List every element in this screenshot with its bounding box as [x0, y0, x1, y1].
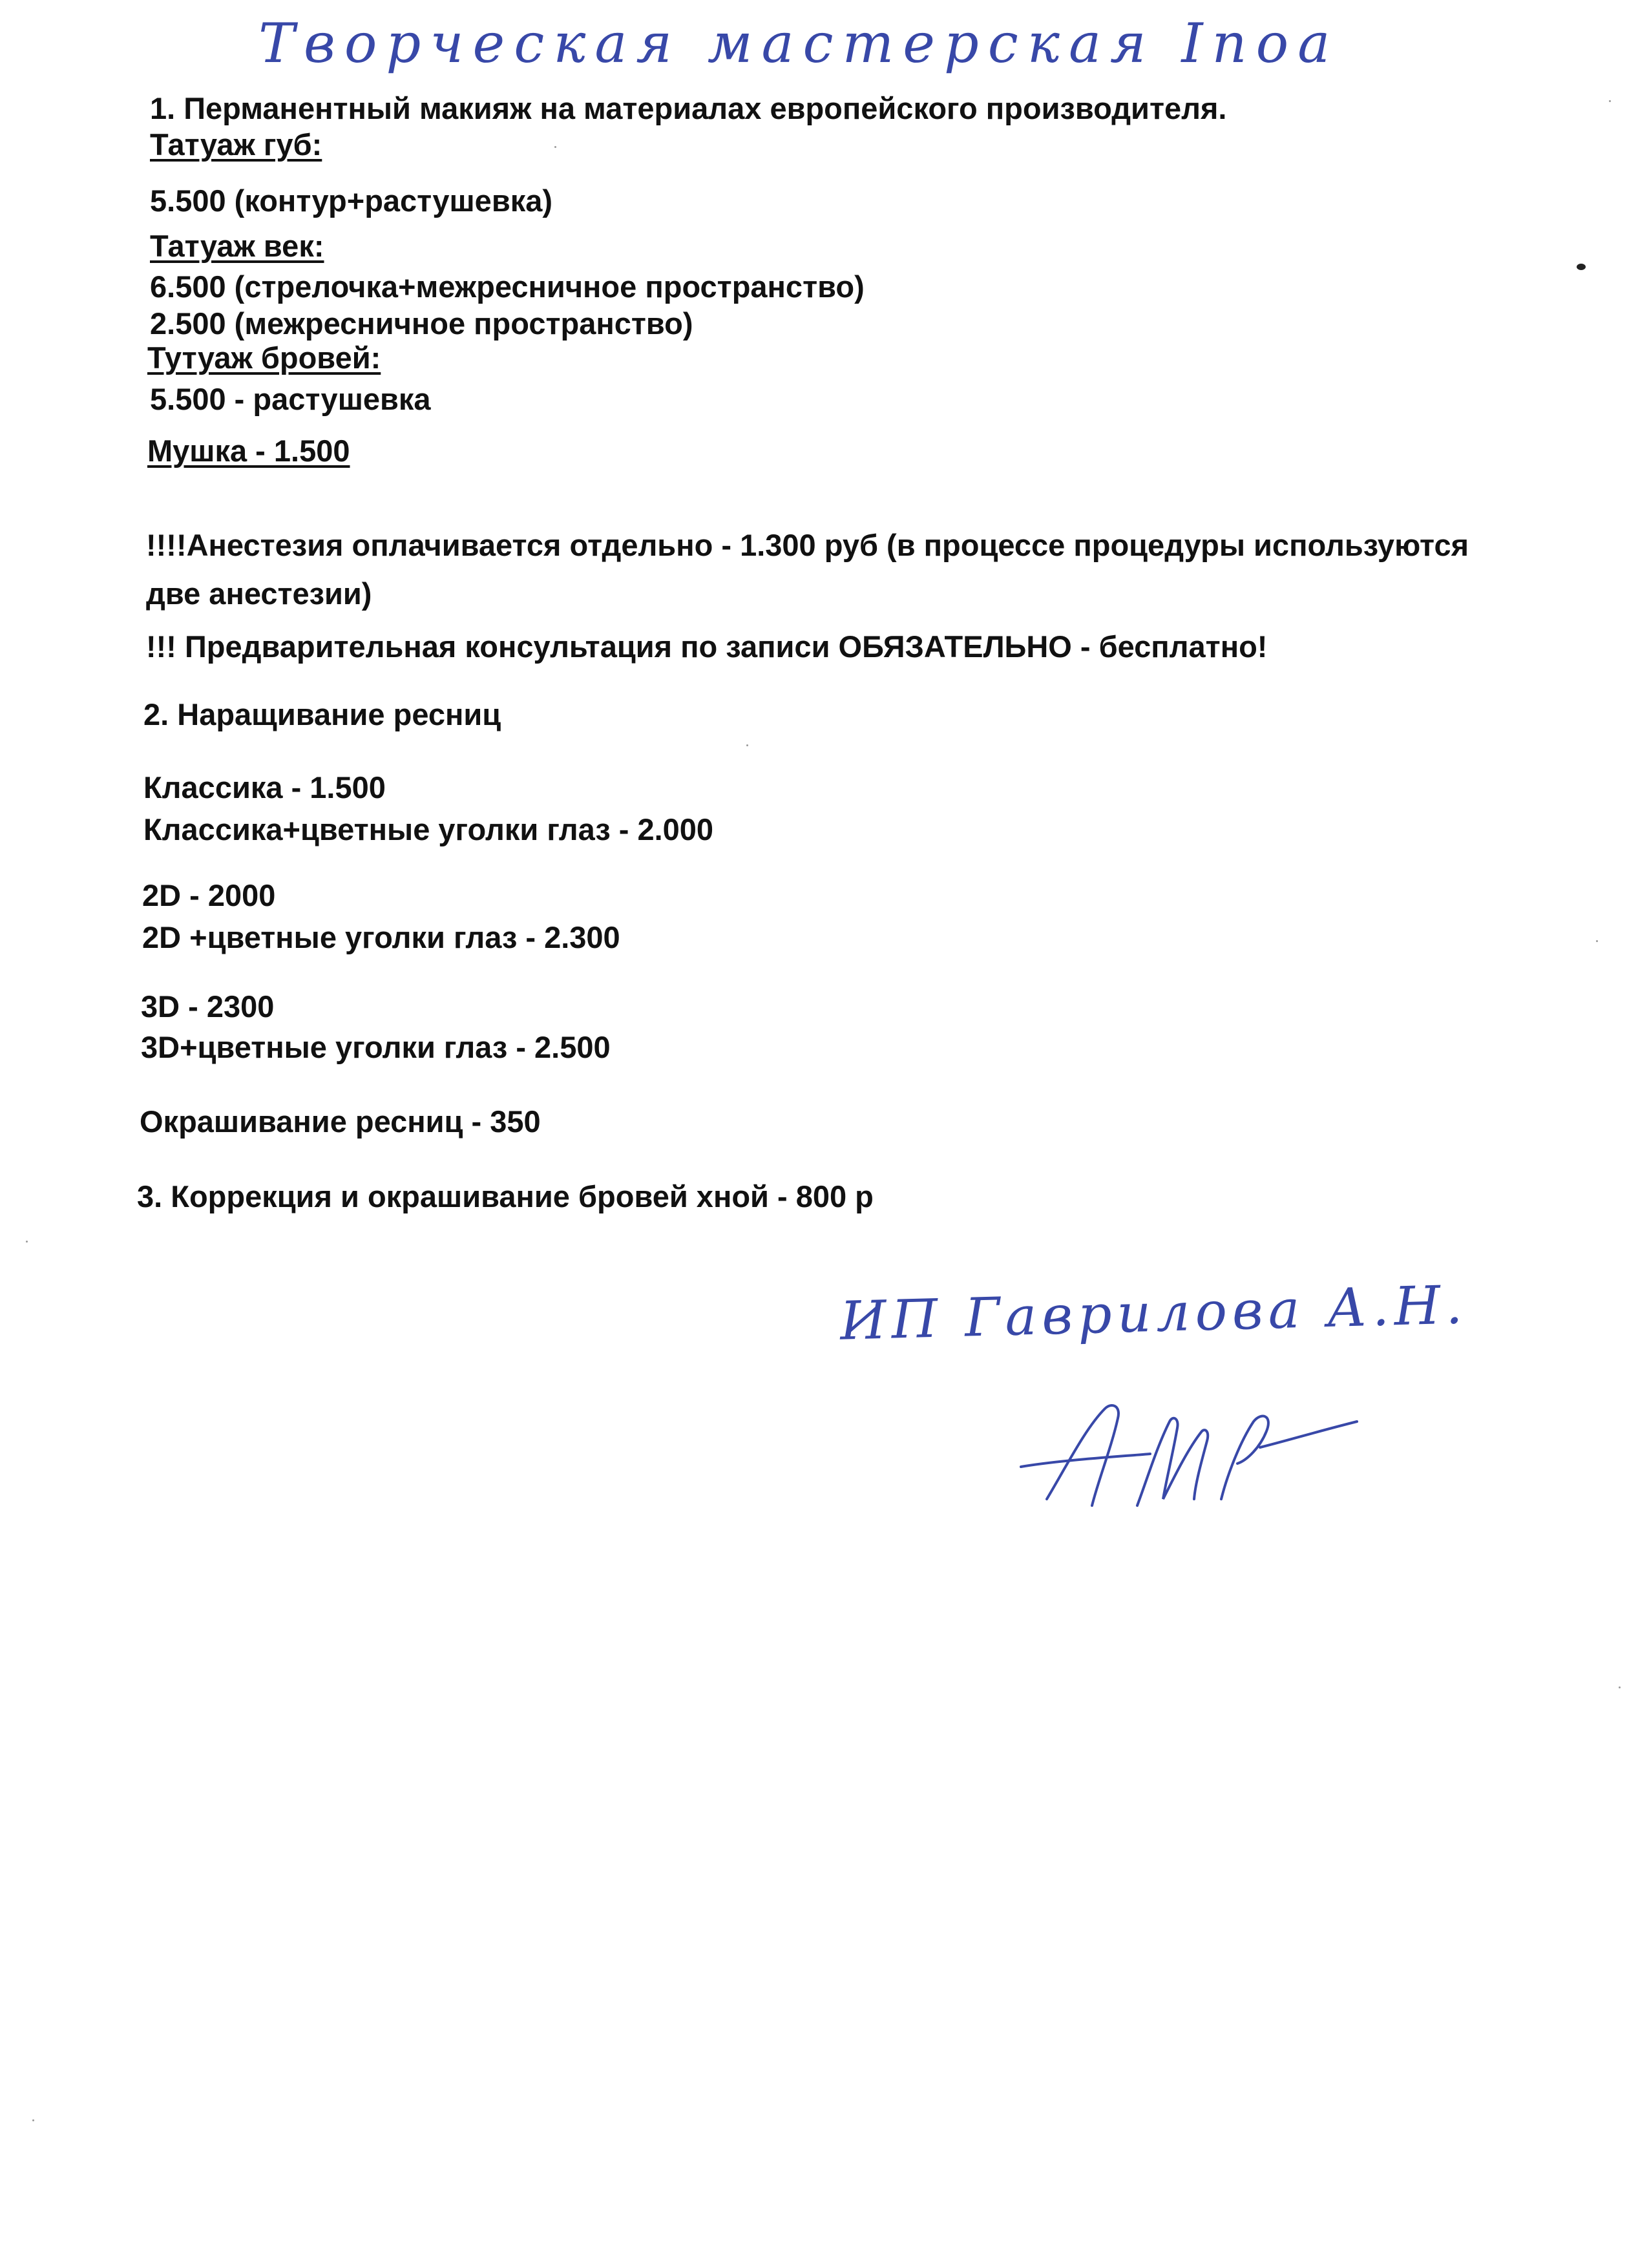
eyelids-price-1: 6.500 (стрелочка+межресничное пространство): [150, 269, 865, 304]
scan-dust: [1619, 1686, 1621, 1688]
mushka-price: Мушка - 1.500: [147, 434, 350, 468]
scan-dust: [1609, 100, 1611, 102]
lashes-3d: 3D - 2300: [141, 989, 275, 1024]
lips-price: 5.500 (контур+растушевка): [150, 184, 553, 218]
scan-dust: [26, 1241, 28, 1243]
scan-dust: [32, 2119, 34, 2121]
anesthesia-note-line-2: две анестезии): [146, 576, 372, 611]
scan-dust: [1596, 940, 1598, 942]
consultation-note: !!! Предварительная консультация по записи ОБЯЗАТЕЛЬНО - бесплатно!: [146, 629, 1268, 664]
section-1-heading: 1. Перманентный макияж на материалах европейского производителя.: [150, 91, 1227, 125]
anesthesia-note-line-1: !!!!Анестезия оплачивается отдельно - 1.300 руб (в процессе процедуры используются: [146, 528, 1469, 562]
handwritten-title: Творческая мастерская Inoa: [258, 12, 1339, 75]
lashes-classic: Классика - 1.500: [143, 770, 386, 804]
eyelids-price-2: 2.500 (межресничное пространство): [150, 306, 693, 341]
signature: [1008, 1370, 1370, 1525]
scan-dust: [746, 744, 748, 746]
section-3-heading: 3. Коррекция и окрашивание бровей хной - 800 р: [137, 1179, 874, 1213]
lashes-classic-color: Классика+цветные уголки глаз - 2.000: [143, 812, 714, 846]
lashes-3d-color: 3D+цветные уголки глаз - 2.500: [141, 1030, 611, 1064]
lashes-dye: Окрашивание ресниц - 350: [140, 1104, 541, 1139]
section-2-heading: 2. Наращивание ресниц: [143, 697, 501, 731]
lips-label: Татуаж губ:: [150, 127, 322, 162]
brows-price: 5.500 - растушевка: [150, 382, 431, 416]
scan-speck: [1577, 264, 1586, 270]
scan-dust: [554, 146, 556, 148]
handwritten-ip-name: ИП Гаврилова А.Н.: [839, 1274, 1469, 1352]
eyelids-label: Татуаж век:: [150, 229, 324, 263]
lashes-2d: 2D - 2000: [142, 878, 276, 912]
brows-label: Тутуаж бровей:: [147, 341, 381, 375]
lashes-2d-color: 2D +цветные уголки глаз - 2.300: [142, 920, 620, 954]
